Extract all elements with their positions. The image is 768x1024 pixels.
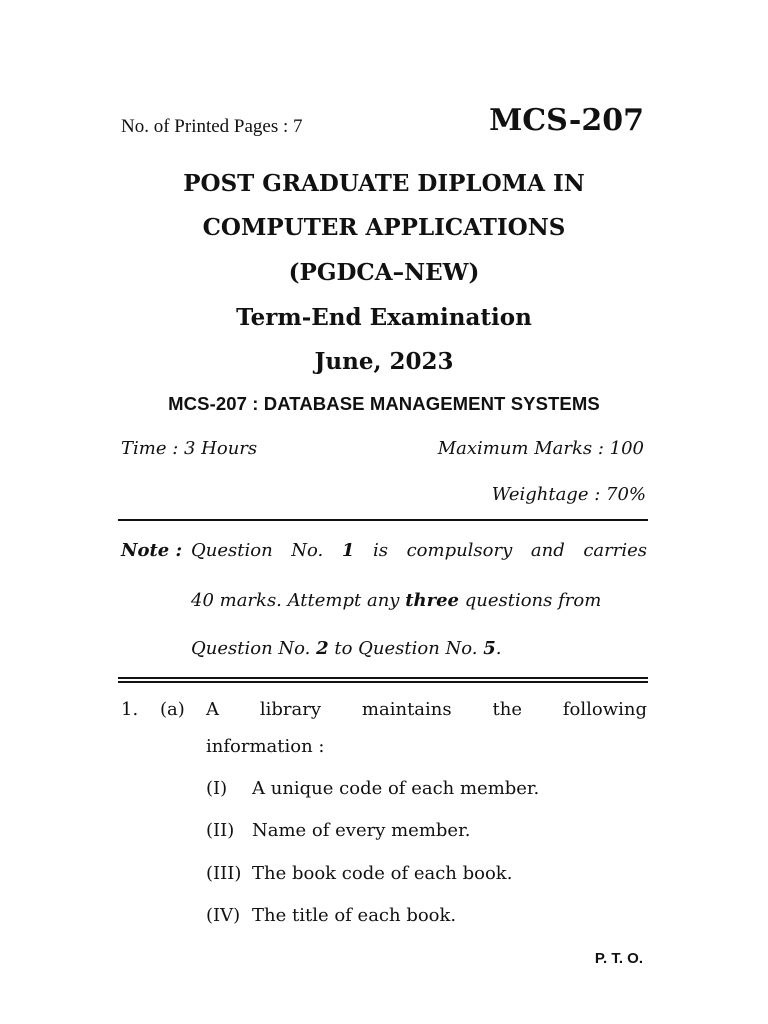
item-label: (II) <box>206 820 235 841</box>
question-intro-line-2: information : <box>206 736 325 757</box>
item-label: (I) <box>206 778 228 799</box>
weightage: Weightage : 70% <box>491 484 646 505</box>
title-line-1: POST GRADUATE DIPLOMA IN <box>183 170 585 197</box>
item-text: Name of every member. <box>252 820 471 841</box>
item-text: The title of each book. <box>252 905 457 926</box>
question-number: 1. <box>121 699 139 720</box>
item-text: A unique code of each member. <box>252 778 540 799</box>
course-code: MCS-207 <box>489 103 644 138</box>
divider-top <box>118 519 648 521</box>
subject-title: MCS-207 : DATABASE MANAGEMENT SYSTEMS <box>168 393 600 414</box>
divider-double-1 <box>118 677 648 679</box>
question-part: (a) <box>160 699 185 720</box>
question-intro-line-1: A library maintains the following <box>206 699 647 720</box>
page-turn-over: P. T. O. <box>594 950 643 967</box>
exam-date: June, 2023 <box>314 348 454 375</box>
printed-pages: No. of Printed Pages : 7 <box>121 116 303 137</box>
item-text: The book code of each book. <box>252 863 513 884</box>
item-label: (IV) <box>206 905 241 926</box>
title-line-2: COMPUTER APPLICATIONS <box>202 214 566 241</box>
max-marks: Maximum Marks : 100 <box>437 438 644 459</box>
note-line-3: Question No. 2 to Question No. 5. <box>191 638 502 659</box>
note-label: Note : <box>121 540 183 561</box>
divider-double-2 <box>118 681 648 683</box>
title-line-3: (PGDCA–NEW) <box>288 259 480 286</box>
note-line-1: Question No. 1 is compulsory and carries <box>191 540 647 561</box>
exam-name: Term-End Examination <box>236 304 532 331</box>
item-label: (III) <box>206 863 242 884</box>
exam-time: Time : 3 Hours <box>121 438 258 459</box>
note-line-2: 40 marks. Attempt any three questions from <box>191 590 602 611</box>
